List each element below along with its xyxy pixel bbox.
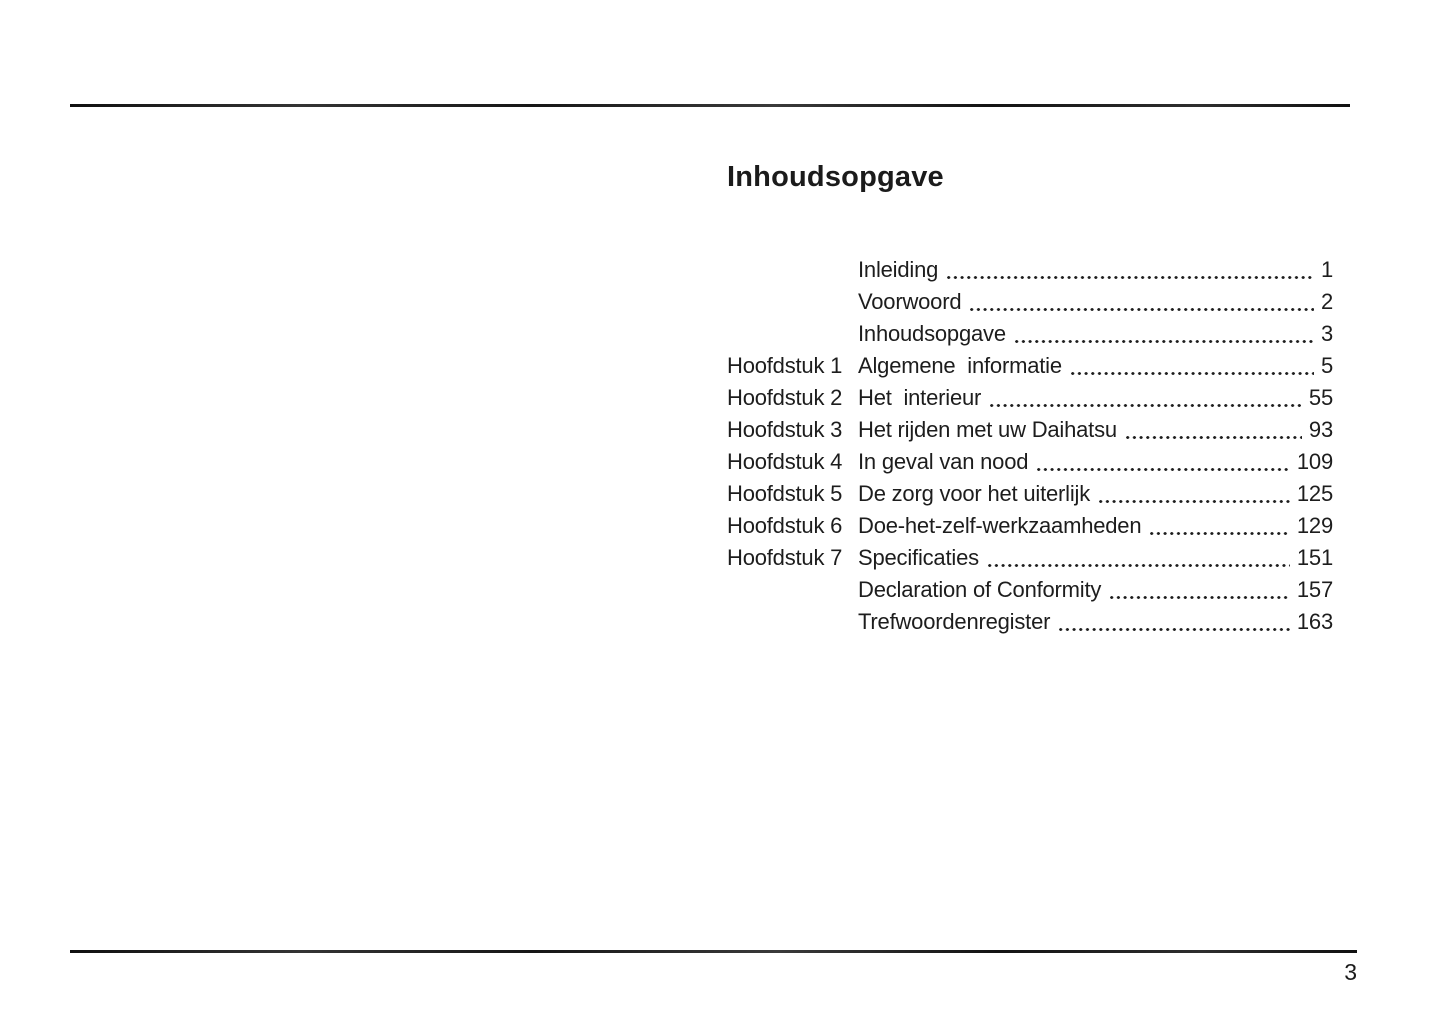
toc-entry-page: 93	[1308, 417, 1333, 442]
toc-row	[727, 254, 1333, 286]
toc-entry-page: 2	[1320, 289, 1333, 314]
dot-leader-icon	[1059, 628, 1290, 631]
toc-entry-page: 109	[1296, 449, 1333, 474]
toc-entry-title: De zorg voor het uiterlijk	[858, 481, 1091, 506]
dot-leader-icon	[947, 276, 1314, 279]
toc-chapter-label: Hoofdstuk 4	[727, 449, 843, 474]
toc-chapter-label: Hoofdstuk 1	[727, 353, 843, 378]
dot-leader-icon	[1126, 436, 1302, 439]
toc-entry-title: Inhoudsopgave	[858, 321, 1006, 346]
toc-row	[727, 318, 1333, 350]
toc-entry-title: Het rijden met uw Daihatsu	[858, 417, 1117, 442]
toc-row	[727, 350, 1333, 382]
toc-entry-page: 55	[1308, 385, 1333, 410]
toc-row	[727, 478, 1333, 510]
toc-chapter-label: Hoofdstuk 7	[727, 545, 843, 570]
dot-leader-icon	[1037, 468, 1290, 471]
toc-entry-title: Het interieur	[858, 385, 982, 410]
dot-leader-icon	[1150, 532, 1290, 535]
toc-entry-page: 129	[1296, 513, 1333, 538]
toc-chapter-label: Hoofdstuk 3	[727, 417, 843, 442]
toc-entry-title: Declaration of Conformity	[858, 577, 1102, 602]
toc-chapter-label: Hoofdstuk 2	[727, 385, 843, 410]
toc-entry-title: Inleiding	[858, 257, 939, 282]
toc-entry-title: In geval van nood	[858, 449, 1029, 474]
toc-entry-title: Specificaties	[858, 545, 979, 570]
toc-entry-title: Voorwoord	[858, 289, 962, 314]
toc-entry-page: 125	[1296, 481, 1333, 506]
toc-row	[727, 542, 1333, 574]
toc-chapter-label	[727, 574, 858, 606]
toc-row	[727, 286, 1333, 318]
dot-leader-icon	[990, 404, 1302, 407]
dot-leader-icon	[988, 564, 1290, 567]
page-number: 3	[1344, 959, 1357, 985]
toc-entry-page: 157	[1296, 577, 1333, 602]
dot-leader-icon	[1015, 340, 1314, 343]
toc-entry-page: 163	[1296, 609, 1333, 634]
toc-chapter-label	[727, 606, 858, 638]
toc-chapter-label: Hoofdstuk 5	[727, 481, 843, 506]
dot-leader-icon	[1099, 500, 1290, 503]
toc-row	[727, 574, 1333, 606]
toc-chapter-label	[727, 254, 858, 286]
page-title: Inhoudsopgave	[727, 161, 944, 193]
toc-chapter-label	[727, 286, 858, 318]
toc-entry-page: 3	[1320, 321, 1333, 346]
toc-entry-page: 151	[1296, 545, 1333, 570]
toc-chapter-label	[727, 318, 858, 350]
bottom-rule	[70, 950, 1357, 953]
toc-entry-title: Doe-het-zelf-werkzaamheden	[858, 513, 1142, 538]
dot-leader-icon	[1110, 596, 1290, 599]
toc-row	[727, 606, 1333, 638]
toc-row	[727, 382, 1333, 414]
table-of-contents	[727, 254, 1333, 638]
toc-entry-page: 5	[1320, 353, 1333, 378]
toc-chapter-label: Hoofdstuk 6	[727, 513, 843, 538]
toc-entry-page: 1	[1320, 257, 1333, 282]
dot-leader-icon	[1071, 372, 1314, 375]
toc-entry-title: Trefwoordenregister	[858, 609, 1051, 634]
dot-leader-icon	[970, 308, 1314, 311]
toc-entry-title: Algemene informatie	[858, 353, 1062, 378]
top-rule	[70, 104, 1350, 107]
toc-row	[727, 446, 1333, 478]
toc-row	[727, 414, 1333, 446]
toc-row	[727, 510, 1333, 542]
